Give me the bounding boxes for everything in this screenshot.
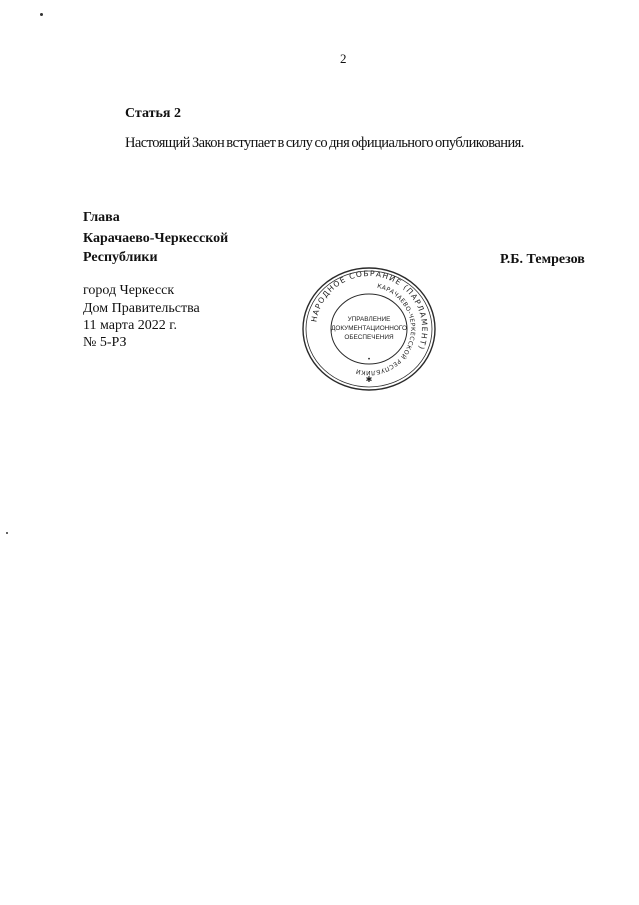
page-number: 2 [340,51,347,66]
svg-text:✱: ✱ [365,375,373,384]
seal-inner-text: КАРАЧАЕВО-ЧЕРКЕССКОЙ РЕСПУБЛИКИ [355,282,417,377]
svg-text:•: • [367,356,371,363]
official-seal-stamp [298,265,440,393]
law-number: № 5-РЗ [83,335,127,350]
seal-outer-text: НАРОДНОЕ СОБРАНИЕ (ПАРЛАМЕНТ) [309,268,430,352]
document-date: 11 марта 2022 г. [83,318,177,333]
article-title: Статья 2 [125,106,181,121]
scan-artifact [40,13,43,16]
place-city: город Черкесск [83,283,175,298]
signer-position-line: Карачаево-Черкесской [83,231,229,246]
signer-position-line: Республики [83,250,158,265]
place-building: Дом Правительства [83,301,200,316]
seal-center-line: УПРАВЛЕНИЕ [347,316,391,323]
seal-center-line: ОБЕСПЕЧЕНИЯ [344,334,394,341]
scan-artifact [6,532,8,534]
article-text: Настоящий Закон вступает в силу со дня официального опубликования. [125,135,524,151]
signer-position-line: Глава [83,210,120,225]
seal-center-line: ДОКУМЕНТАЦИОННОГО [331,325,407,332]
signer-name: Р.Б. Темрезов [500,252,585,267]
